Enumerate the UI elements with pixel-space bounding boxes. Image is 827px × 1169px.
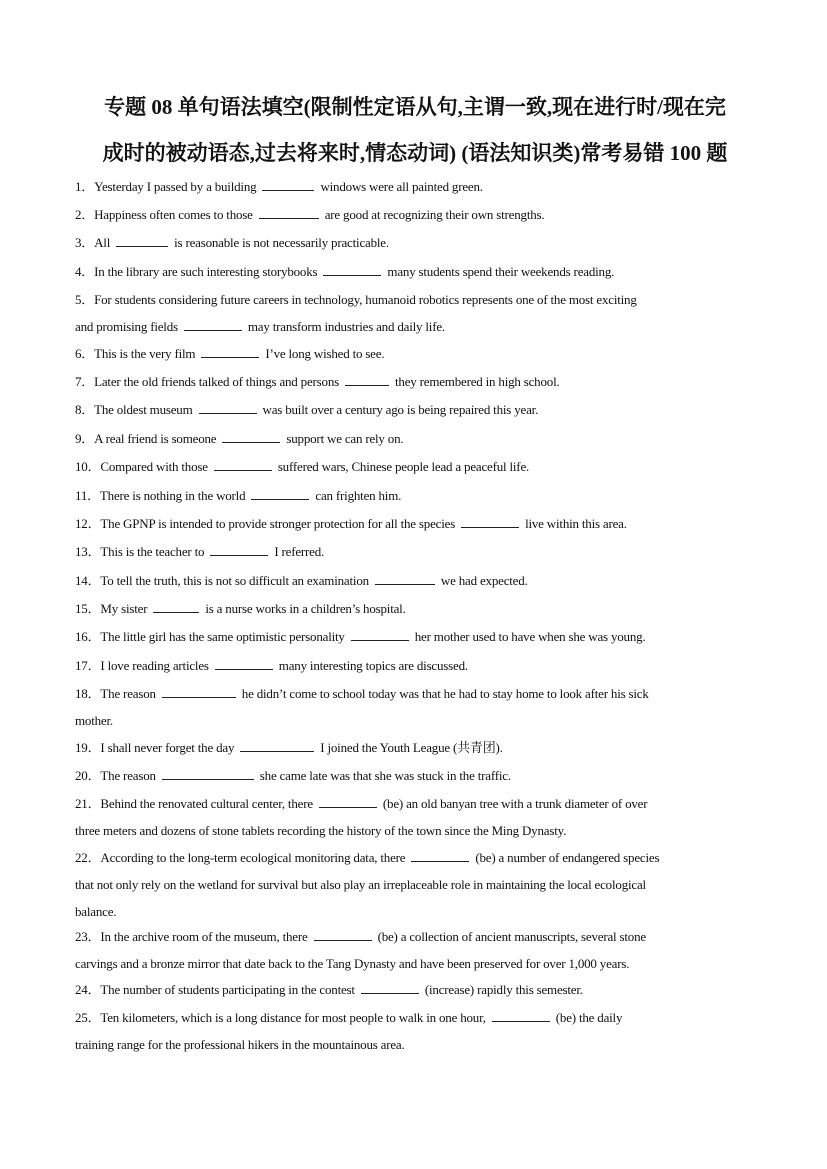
question-text: live within this area. (525, 516, 627, 531)
answer-blank[interactable] (262, 178, 314, 191)
question-text: she came late was that she was stuck in the traffic. (259, 768, 511, 783)
question-text: 11．There is nothing in the world (75, 488, 246, 503)
question-text: 2．Happiness often comes to those (75, 207, 253, 222)
question-text: I referred. (274, 544, 325, 559)
question-line (75, 567, 755, 594)
question-17 (75, 652, 755, 679)
question-line (75, 844, 755, 871)
answer-blank[interactable] (314, 928, 372, 941)
question-22 (75, 844, 755, 925)
answer-blank[interactable] (215, 657, 273, 670)
answer-blank[interactable] (361, 981, 419, 994)
answer-blank[interactable] (162, 685, 236, 698)
question-text: 13．This is the teacher to (75, 544, 205, 559)
question-text: (be) a collection of ancient manuscripts, several stone (377, 929, 646, 944)
answer-blank[interactable] (201, 345, 259, 358)
question-line (75, 762, 755, 789)
question-line (75, 286, 755, 313)
question-text: are good at recognizing their own strengths. (324, 207, 545, 222)
question-8 (75, 396, 755, 423)
question-text: is a nurse works in a children’s hospital. (205, 601, 406, 616)
question-15 (75, 595, 755, 622)
question-text: 7．Later the old friends talked of things and persons (75, 374, 339, 389)
question-line (75, 950, 755, 977)
question-text: 14．To tell the truth, this is not so difficult an examination (75, 573, 369, 588)
question-5 (75, 286, 755, 340)
question-text: 15．My sister (75, 601, 148, 616)
question-text: windows were all painted green. (320, 179, 483, 194)
question-text: many students spend their weekends reading. (387, 264, 615, 279)
question-24 (75, 976, 755, 1003)
answer-blank[interactable] (461, 515, 519, 528)
question-text: (be) a number of endangered species (475, 850, 660, 865)
answer-blank[interactable] (214, 458, 272, 471)
question-11 (75, 482, 755, 509)
question-7 (75, 368, 755, 395)
question-line (75, 313, 755, 340)
question-line (75, 595, 755, 622)
question-line (75, 976, 755, 1003)
question-text: 3．All (75, 235, 111, 250)
question-line (75, 368, 755, 395)
question-text: we had expected. (440, 573, 528, 588)
question-line (75, 680, 755, 707)
answer-blank[interactable] (323, 263, 381, 276)
question-text: may transform industries and daily life. (247, 319, 445, 334)
question-text: 4．In the library are such interesting storybooks (75, 264, 318, 279)
question-16 (75, 623, 755, 650)
answer-blank[interactable] (251, 487, 309, 500)
title-line-1: 专题 08 单句语法填空(限制性定语从句,主谓一致,现在进行时/现在完 (104, 95, 726, 119)
question-text: 18．The reason (75, 686, 156, 701)
question-text: 16．The little girl has the same optimistic personality (75, 629, 345, 644)
question-text: 19．I shall never forget the day (75, 740, 235, 755)
question-text: 10．Compared with those (75, 459, 208, 474)
question-3 (75, 229, 755, 256)
answer-blank[interactable] (153, 600, 199, 613)
question-line (75, 652, 755, 679)
question-line (75, 510, 755, 537)
question-10 (75, 453, 755, 480)
question-23 (75, 923, 755, 977)
question-text: carvings and a bronze mirror that date back to the Tang Dynasty and have been preserved for over 1,000 years. (75, 956, 630, 971)
answer-blank[interactable] (162, 767, 254, 780)
question-text: (increase) rapidly this semester. (424, 982, 583, 997)
question-text: 12．The GPNP is intended to provide stronger protection for all the species (75, 516, 456, 531)
question-20 (75, 762, 755, 789)
answer-blank[interactable] (345, 373, 389, 386)
question-text: that not only rely on the wetland for survival but also play an irreplaceable role in maintaining the local ecological (75, 877, 646, 892)
question-line (75, 453, 755, 480)
question-1 (75, 173, 755, 200)
question-line (75, 201, 755, 228)
answer-blank[interactable] (116, 234, 168, 247)
question-line (75, 258, 755, 285)
question-text: was built over a century ago is being repaired this year. (262, 402, 539, 417)
question-text: 17．I love reading articles (75, 658, 209, 673)
question-text: (be) the daily (555, 1010, 623, 1025)
question-line (75, 538, 755, 565)
answer-blank[interactable] (375, 572, 435, 585)
question-text: and promising fields (75, 319, 178, 334)
question-9 (75, 425, 755, 452)
question-text: 1．Yesterday I passed by a building (75, 179, 257, 194)
question-line (75, 817, 755, 844)
question-line (75, 229, 755, 256)
question-text: 5．For students considering future careers in technology, humanoid robotics represents one of the most exciting (75, 292, 637, 307)
question-21 (75, 790, 755, 844)
answer-blank[interactable] (240, 739, 314, 752)
question-text: balance. (75, 904, 117, 919)
question-14 (75, 567, 755, 594)
question-line (75, 707, 755, 734)
answer-blank[interactable] (411, 849, 469, 862)
question-text: many interesting topics are discussed. (278, 658, 468, 673)
question-text: 25．Ten kilometers, which is a long distance for most people to walk in one hour, (75, 1010, 486, 1025)
question-12 (75, 510, 755, 537)
title-line-2: 成时的被动语态,过去将来时,情态动词) (语法知识类)常考易错 100 题 (102, 141, 728, 165)
question-text: 8．The oldest museum (75, 402, 193, 417)
question-line (75, 340, 755, 367)
answer-blank[interactable] (351, 628, 409, 641)
question-line (75, 898, 755, 925)
question-text: 6．This is the very film (75, 346, 196, 361)
page-title (70, 84, 760, 176)
question-2 (75, 201, 755, 228)
question-text: I’ve long wished to see. (265, 346, 385, 361)
question-text: he didn’t come to school today was that he had to stay home to look after his sick (241, 686, 649, 701)
question-line (75, 923, 755, 950)
question-line (75, 1004, 755, 1031)
question-19 (75, 734, 755, 761)
question-text: they remembered in high school. (394, 374, 560, 389)
question-line (75, 623, 755, 650)
question-text: (be) an old banyan tree with a trunk diameter of over (382, 796, 648, 811)
question-text: three meters and dozens of stone tablets recording the history of the town since the Ming Dynasty. (75, 823, 567, 838)
question-text: is reasonable is not necessarily practicable. (174, 235, 389, 250)
question-6 (75, 340, 755, 367)
question-text: 22．According to the long-term ecological monitoring data, there (75, 850, 406, 865)
question-text: 9．A real friend is someone (75, 431, 217, 446)
question-text: her mother used to have when she was young. (414, 629, 646, 644)
question-line (75, 173, 755, 200)
question-text: 24．The number of students participating in the contest (75, 982, 355, 997)
question-18 (75, 680, 755, 734)
question-25 (75, 1004, 755, 1058)
question-line (75, 396, 755, 423)
answer-blank[interactable] (492, 1009, 550, 1022)
question-line (75, 734, 755, 761)
question-line (75, 790, 755, 817)
question-line (75, 425, 755, 452)
question-line (75, 482, 755, 509)
question-text: suffered wars, Chinese people lead a peaceful life. (277, 459, 530, 474)
question-text: can frighten him. (315, 488, 402, 503)
answer-blank[interactable] (210, 543, 268, 556)
question-text: 23．In the archive room of the museum, there (75, 929, 308, 944)
question-13 (75, 538, 755, 565)
question-4 (75, 258, 755, 285)
question-line (75, 1031, 755, 1058)
question-text: 21．Behind the renovated cultural center, there (75, 796, 313, 811)
answer-blank[interactable] (222, 430, 280, 443)
question-text: support we can rely on. (286, 431, 404, 446)
question-text: mother. (75, 713, 113, 728)
answer-blank[interactable] (259, 206, 319, 219)
question-text: I joined the Youth League (共青团). (320, 740, 503, 755)
question-text: 20．The reason (75, 768, 156, 783)
answer-blank[interactable] (319, 795, 377, 808)
question-line (75, 871, 755, 898)
question-text: training range for the professional hikers in the mountainous area. (75, 1037, 405, 1052)
answer-blank[interactable] (199, 401, 257, 414)
answer-blank[interactable] (184, 318, 242, 331)
